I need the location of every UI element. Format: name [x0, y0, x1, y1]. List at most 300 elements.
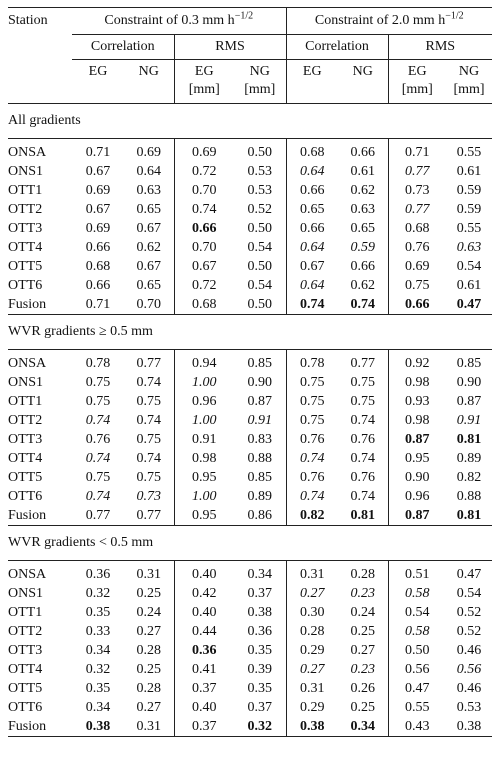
ng-header: NG — [124, 60, 174, 104]
value-cell: 0.98 — [388, 411, 446, 430]
value-cell: 0.70 — [174, 238, 234, 257]
station-cell: OTT5 — [8, 469, 43, 485]
value-cell: 0.23 — [350, 585, 376, 601]
value-cell: 0.50 — [247, 258, 272, 274]
station-cell: ONS1 — [8, 163, 44, 179]
value-cell: 0.61 — [350, 163, 376, 179]
table-row — [8, 679, 492, 698]
constraint-a-label: Constraint of 0.3 mm h — [104, 13, 235, 28]
ng-label: NG — [458, 64, 480, 79]
value-cell: 0.77 — [350, 355, 376, 371]
station-cell: OTT4 — [8, 661, 43, 677]
value-cell: 0.28 — [350, 566, 376, 582]
value-cell: 0.92 — [388, 350, 446, 374]
station-cell: OTT5 — [8, 258, 43, 274]
eg-label: EG — [194, 64, 214, 79]
eg-rms-header — [388, 60, 446, 104]
value-cell: 0.47 — [388, 679, 446, 698]
value-cell: 0.29 — [286, 698, 338, 717]
value-cell: 0.74 — [85, 488, 111, 504]
ng-label: NG — [249, 64, 270, 79]
value-cell: 0.96 — [388, 487, 446, 506]
value-cell: 0.78 — [85, 355, 111, 371]
value-cell: 0.95 — [174, 506, 234, 526]
value-cell: 0.75 — [85, 393, 111, 409]
value-cell: 0.75 — [136, 431, 161, 447]
value-cell: 0.76 — [388, 238, 446, 257]
value-cell: 0.70 — [174, 181, 234, 200]
value-cell: 0.90 — [247, 374, 272, 390]
value-cell: 0.55 — [456, 220, 482, 236]
value-cell: 0.81 — [456, 507, 482, 523]
value-cell: 0.42 — [174, 584, 234, 603]
value-cell: 0.35 — [247, 642, 272, 658]
value-cell: 0.27 — [136, 699, 161, 715]
value-cell: 0.76 — [85, 431, 111, 447]
value-cell: 0.96 — [174, 392, 234, 411]
ng-rms-header — [446, 60, 492, 104]
header-row-components — [8, 60, 492, 104]
value-cell: 0.34 — [338, 717, 388, 737]
value-cell: 0.34 — [247, 566, 272, 582]
value-cell: 0.51 — [388, 561, 446, 585]
value-cell: 0.62 — [136, 239, 161, 255]
value-cell: 0.73 — [388, 181, 446, 200]
value-cell: 0.77 — [136, 355, 161, 371]
value-cell: 0.69 — [136, 144, 161, 160]
value-cell: 0.27 — [350, 642, 376, 658]
station-cell: ONSA — [8, 144, 47, 160]
value-cell: 0.31 — [136, 566, 161, 582]
value-cell: 0.38 — [72, 717, 124, 737]
table-row — [8, 238, 492, 257]
station-cell: ONSA — [8, 355, 47, 371]
unit-label: [mm] — [401, 82, 433, 97]
value-cell: 0.89 — [247, 488, 272, 504]
value-cell: 0.66 — [174, 219, 234, 238]
value-cell: 0.35 — [85, 604, 111, 620]
value-cell: 0.76 — [286, 468, 338, 487]
station-cell: OTT2 — [8, 623, 43, 639]
value-cell: 0.65 — [286, 200, 338, 219]
value-cell: 0.75 — [286, 373, 338, 392]
value-cell: 0.65 — [350, 220, 376, 236]
station-cell: OTT4 — [8, 450, 43, 466]
table-row — [8, 257, 492, 276]
value-cell: 0.73 — [136, 488, 161, 504]
value-cell: 0.88 — [456, 488, 482, 504]
value-cell: 0.71 — [85, 296, 111, 312]
value-cell: 0.53 — [247, 182, 272, 198]
value-cell: 0.63 — [350, 201, 376, 217]
value-cell: 0.95 — [174, 468, 234, 487]
value-cell: 0.26 — [350, 680, 376, 696]
value-cell: 0.34 — [85, 642, 111, 658]
value-cell: 0.91 — [174, 430, 234, 449]
value-cell: 0.35 — [85, 680, 111, 696]
table-row — [8, 219, 492, 238]
station-cell: Fusion — [8, 507, 47, 523]
value-cell: 0.85 — [456, 355, 482, 371]
value-cell: 0.74 — [350, 450, 376, 466]
value-cell: 0.59 — [456, 201, 482, 217]
value-cell: 0.31 — [124, 717, 174, 737]
value-cell: 0.66 — [388, 295, 446, 315]
value-cell: 0.65 — [136, 277, 161, 293]
value-cell: 0.74 — [350, 412, 376, 428]
ng-header: NG — [338, 60, 388, 104]
value-cell: 0.46 — [456, 642, 482, 658]
value-cell: 0.50 — [247, 220, 272, 236]
table-row — [8, 430, 492, 449]
correlation-header-a: Correlation — [72, 35, 174, 60]
value-cell: 0.87 — [388, 506, 446, 526]
value-cell: 0.78 — [286, 350, 338, 374]
value-cell: 0.74 — [174, 200, 234, 219]
value-cell: 0.52 — [247, 201, 272, 217]
value-cell: 0.69 — [85, 220, 111, 236]
value-cell: 0.50 — [388, 641, 446, 660]
value-cell: 0.37 — [174, 679, 234, 698]
value-cell: 0.61 — [456, 163, 482, 179]
value-cell: 0.75 — [85, 469, 111, 485]
value-cell: 0.58 — [388, 622, 446, 641]
table-row — [8, 411, 492, 430]
value-cell: 1.00 — [174, 373, 234, 392]
table-row — [8, 392, 492, 411]
value-cell: 0.37 — [247, 699, 272, 715]
value-cell: 0.75 — [136, 393, 161, 409]
table-row — [8, 350, 492, 374]
station-cell: OTT6 — [8, 277, 43, 293]
value-cell: 0.98 — [388, 373, 446, 392]
value-cell: 0.40 — [174, 561, 234, 585]
value-cell: 0.25 — [350, 623, 376, 639]
value-cell: 0.31 — [286, 561, 338, 585]
header-row-metrics — [8, 35, 492, 60]
table-row — [8, 276, 492, 295]
rms-header-a: RMS — [174, 35, 286, 60]
value-cell: 0.28 — [136, 642, 161, 658]
value-cell: 0.65 — [136, 201, 161, 217]
value-cell: 0.85 — [247, 355, 272, 371]
table-row — [8, 603, 492, 622]
value-cell: 0.52 — [456, 623, 482, 639]
value-cell: 0.72 — [174, 162, 234, 181]
table-row — [8, 641, 492, 660]
value-cell: 0.62 — [350, 277, 376, 293]
value-cell: 0.91 — [247, 412, 272, 428]
value-cell: 0.56 — [456, 661, 482, 677]
station-cell: OTT1 — [8, 604, 43, 620]
value-cell: 0.67 — [85, 201, 111, 217]
value-cell: 0.30 — [286, 603, 338, 622]
value-cell: 0.44 — [174, 622, 234, 641]
value-cell: 0.56 — [388, 660, 446, 679]
value-cell: 0.75 — [350, 374, 376, 390]
value-cell: 0.71 — [388, 139, 446, 163]
value-cell: 0.64 — [136, 163, 161, 179]
value-cell: 0.54 — [456, 258, 482, 274]
value-cell: 0.75 — [85, 374, 111, 390]
ng-rms-header — [234, 60, 286, 104]
value-cell: 0.27 — [286, 660, 338, 679]
value-cell: 0.34 — [85, 699, 111, 715]
value-cell: 0.25 — [350, 699, 376, 715]
table-row — [8, 660, 492, 679]
value-cell: 0.68 — [388, 219, 446, 238]
value-cell: 0.74 — [85, 412, 111, 428]
value-cell: 0.63 — [136, 182, 161, 198]
value-cell: 0.90 — [456, 374, 482, 390]
value-cell: 0.52 — [456, 604, 482, 620]
value-cell: 0.67 — [286, 257, 338, 276]
value-cell: 0.90 — [388, 468, 446, 487]
table-row — [8, 139, 492, 163]
constraint-header-a — [72, 8, 286, 35]
value-cell: 0.61 — [456, 277, 482, 293]
value-cell: 0.93 — [388, 392, 446, 411]
eg-rms-header — [174, 60, 234, 104]
correlation-header-b: Correlation — [286, 35, 388, 60]
value-cell: 0.24 — [136, 604, 161, 620]
value-cell: 0.87 — [456, 393, 482, 409]
station-cell: OTT5 — [8, 680, 43, 696]
value-cell: 0.53 — [247, 163, 272, 179]
table-row — [8, 295, 492, 315]
value-cell: 0.75 — [286, 411, 338, 430]
value-cell: 0.25 — [136, 585, 161, 601]
value-cell: 0.38 — [247, 604, 272, 620]
station-cell: ONSA — [8, 566, 47, 582]
station-cell: OTT2 — [8, 201, 43, 217]
value-cell: 0.76 — [350, 431, 376, 447]
table-row — [8, 449, 492, 468]
value-cell: 0.74 — [350, 296, 376, 312]
constraint-b-label: Constraint of 2.0 mm h — [314, 13, 446, 28]
table-row — [8, 373, 492, 392]
eg-header: EG — [286, 60, 338, 104]
station-cell: Fusion — [8, 717, 72, 737]
value-cell: 0.58 — [388, 584, 446, 603]
eg-header: EG — [72, 60, 124, 104]
value-cell: 0.67 — [85, 163, 111, 179]
value-cell: 0.98 — [174, 449, 234, 468]
value-cell: 0.75 — [286, 392, 338, 411]
value-cell: 0.32 — [85, 585, 111, 601]
value-cell: 0.95 — [388, 449, 446, 468]
constraint-header-b — [286, 8, 492, 35]
value-cell: 0.74 — [286, 449, 338, 468]
station-cell: ONS1 — [8, 585, 44, 601]
value-cell: 0.50 — [247, 144, 272, 160]
value-cell: 0.85 — [247, 469, 272, 485]
value-cell: 0.55 — [456, 144, 482, 160]
station-cell: OTT4 — [8, 239, 43, 255]
value-cell: 0.67 — [136, 258, 161, 274]
value-cell: 0.72 — [174, 276, 234, 295]
value-cell: 0.54 — [247, 277, 272, 293]
value-cell: 0.38 — [446, 717, 492, 737]
value-cell: 0.32 — [85, 661, 111, 677]
value-cell: 0.77 — [136, 507, 161, 523]
station-cell: OTT3 — [8, 220, 43, 236]
value-cell: 0.27 — [286, 584, 338, 603]
value-cell: 0.69 — [85, 182, 111, 198]
constraint-a-exponent: −1/2 — [234, 10, 254, 22]
section-title: All gradients — [8, 104, 492, 139]
value-cell: 0.66 — [350, 258, 376, 274]
value-cell: 0.68 — [286, 139, 338, 163]
value-cell: 0.28 — [136, 680, 161, 696]
table-row — [8, 468, 492, 487]
value-cell: 0.24 — [350, 604, 376, 620]
value-cell: 0.68 — [85, 258, 111, 274]
value-cell: 0.66 — [286, 219, 338, 238]
constraint-b-exponent: −1/2 — [445, 10, 464, 22]
value-cell: 0.86 — [247, 507, 272, 523]
eg-label: EG — [407, 64, 427, 79]
value-cell: 0.35 — [247, 680, 272, 696]
table-body — [8, 104, 492, 737]
value-cell: 0.83 — [247, 431, 272, 447]
value-cell: 0.68 — [174, 295, 234, 315]
value-cell: 0.74 — [286, 487, 338, 506]
value-cell: 0.87 — [247, 393, 272, 409]
value-cell: 0.36 — [174, 641, 234, 660]
value-cell: 0.37 — [174, 717, 234, 737]
value-cell: 0.54 — [247, 239, 272, 255]
value-cell: 0.88 — [247, 450, 272, 466]
value-cell: 0.75 — [350, 393, 376, 409]
station-header: Station — [8, 8, 72, 35]
value-cell: 0.69 — [388, 257, 446, 276]
value-cell: 0.28 — [286, 622, 338, 641]
value-cell: 0.75 — [136, 469, 161, 485]
value-cell: 0.40 — [174, 603, 234, 622]
value-cell: 0.29 — [286, 641, 338, 660]
value-cell: 0.64 — [286, 238, 338, 257]
value-cell: 0.31 — [286, 679, 338, 698]
table-row — [8, 506, 492, 526]
value-cell: 0.67 — [174, 257, 234, 276]
value-cell: 0.82 — [456, 469, 482, 485]
value-cell: 0.66 — [350, 144, 376, 160]
value-cell: 0.75 — [388, 276, 446, 295]
table-row — [8, 181, 492, 200]
value-cell: 0.54 — [456, 585, 482, 601]
value-cell: 0.74 — [286, 295, 338, 315]
value-cell: 0.77 — [85, 507, 111, 523]
value-cell: 0.37 — [247, 585, 272, 601]
value-cell: 0.23 — [350, 661, 376, 677]
value-cell: 0.64 — [286, 276, 338, 295]
value-cell: 0.47 — [456, 296, 482, 312]
value-cell: 0.74 — [136, 450, 161, 466]
value-cell: 0.39 — [247, 661, 272, 677]
value-cell: 0.70 — [136, 296, 161, 312]
value-cell: 0.62 — [350, 182, 376, 198]
value-cell: 0.77 — [388, 162, 446, 181]
value-cell: 0.41 — [174, 660, 234, 679]
station-cell: OTT6 — [8, 488, 43, 504]
table-header — [8, 8, 492, 104]
value-cell: 0.43 — [388, 717, 446, 737]
value-cell: 0.54 — [388, 603, 446, 622]
value-cell: 0.32 — [234, 717, 286, 737]
value-cell: 0.71 — [85, 144, 111, 160]
value-cell: 0.55 — [388, 698, 446, 717]
value-cell: 0.87 — [388, 430, 446, 449]
value-cell: 0.27 — [136, 623, 161, 639]
table-row — [8, 200, 492, 219]
station-cell: ONS1 — [8, 374, 44, 390]
value-cell: 0.46 — [456, 680, 482, 696]
value-cell: 0.74 — [85, 450, 111, 466]
value-cell: 0.64 — [286, 162, 338, 181]
table-row — [8, 622, 492, 641]
unit-label: [mm] — [188, 82, 220, 97]
section-header-row — [8, 315, 492, 350]
unit-label: [mm] — [244, 82, 276, 97]
value-cell: 0.94 — [174, 350, 234, 374]
value-cell: 0.59 — [456, 182, 482, 198]
value-cell: 0.81 — [350, 507, 376, 523]
value-cell: 0.76 — [286, 430, 338, 449]
station-cell: OTT2 — [8, 412, 43, 428]
table-row — [8, 717, 492, 737]
value-cell: 1.00 — [174, 411, 234, 430]
value-cell: 0.69 — [174, 139, 234, 163]
value-cell: 0.89 — [456, 450, 482, 466]
rms-header-b: RMS — [388, 35, 492, 60]
value-cell: 0.47 — [456, 566, 482, 582]
value-cell: 0.91 — [456, 412, 482, 428]
station-cell: Fusion — [8, 296, 47, 312]
value-cell: 0.50 — [247, 296, 272, 312]
results-table — [8, 7, 492, 737]
value-cell: 0.63 — [456, 239, 482, 255]
value-cell: 0.67 — [136, 220, 161, 236]
header-row-constraints — [8, 8, 492, 35]
value-cell: 0.53 — [456, 699, 482, 715]
value-cell: 0.74 — [136, 412, 161, 428]
value-cell: 1.00 — [174, 487, 234, 506]
table-row — [8, 561, 492, 585]
table-container — [8, 7, 492, 737]
table-row — [8, 162, 492, 181]
value-cell: 0.33 — [85, 623, 111, 639]
section-title: WVR gradients ≥ 0.5 mm — [8, 315, 492, 350]
value-cell: 0.38 — [286, 717, 338, 737]
section-header-row — [8, 526, 492, 561]
unit-label: [mm] — [453, 82, 485, 97]
value-cell: 0.25 — [136, 661, 161, 677]
value-cell: 0.36 — [85, 566, 111, 582]
value-cell: 0.82 — [286, 506, 338, 526]
table-row — [8, 698, 492, 717]
value-cell: 0.36 — [247, 623, 272, 639]
section-title: WVR gradients < 0.5 mm — [8, 526, 492, 561]
station-cell: OTT1 — [8, 182, 43, 198]
value-cell: 0.40 — [174, 698, 234, 717]
station-cell: OTT3 — [8, 642, 43, 658]
value-cell: 0.74 — [136, 374, 161, 390]
table-row — [8, 584, 492, 603]
value-cell: 0.74 — [350, 488, 376, 504]
station-cell: OTT3 — [8, 431, 43, 447]
value-cell: 0.81 — [456, 431, 482, 447]
